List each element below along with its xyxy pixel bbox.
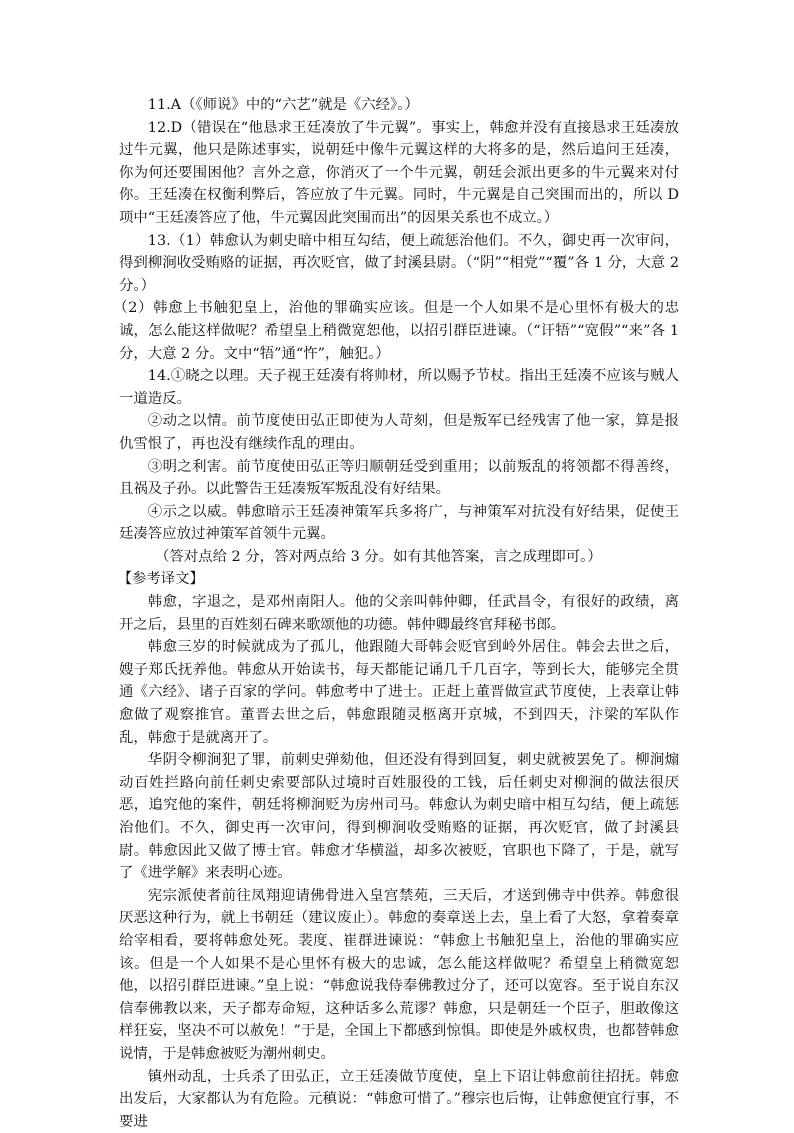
- translation-paragraph: 华阴令柳涧犯了罪，前刺史弹劾他，但还没有得到回复，刺史就被罢免了。柳涧煽动百姓拦路向前任刺史索要部队过境时百姓服役的工钱，后任刺史对柳涧的做法很厌恶，追究他的案件，朝廷将柳涧贬为房州司马。韩愈认为刺史暗中相互勾结，便上疏惩治他们。不久，御史再一次审问，得到柳涧收受贿赂的证据，再次贬官，做了封溪县尉。韩愈因此又做了博士官。韩愈才华横溢，却多次被贬，官职也下降了，于是，就写了《进学解》来表明心迹。: [119, 752, 679, 882]
- answer-12: 12.D（错误在“他恳求王廷凑放了牛元翼”。事实上，韩愈并没有直接恳求王廷凑放过牛元翼，他只是陈述事实，说朝廷中像牛元翼这样的大将多的是，然后追问王廷凑，你为何还要围困他？言外之意，你消灭了一个牛元翼，朝廷会派出更多的牛元翼来对付你。王廷凑在权衡利弊后，答应放了牛元翼。同时，牛元翼是自己突围而出的，所以 D 项中“王廷凑答应了他，牛元翼因此突围而出”的因果关系也不成立。）: [119, 119, 679, 226]
- translation-paragraph: 宪宗派使者前往凤翔迎请佛骨进入皇宫禁苑，三天后，才送到佛寺中供养。韩愈很厌恶这种行为，就上书朝廷（建议废止）。韩愈的奏章送上去，皇上看了大怒，拿着奏章给宰相看，要将韩愈处死。裴度、崔群进谏说：“韩愈上书触犯皇上，治他的罪确实应该。但是一个人如果不是心里怀有极大的忠诚，怎么能这样做呢？希望皇上稍微宽恕他，以招引群臣进谏。”皇上说：“韩愈说我侍奉佛教过分了，还可以宽容。至于说自东汉信奉佛教以来，天子都寿命短，这种话多么荒谬？韩愈，只是朝廷一个臣子，胆敢像这样狂妄，坚决不可以赦免！”于是，全国上下都感到惊惧。即使是外戚权贵，也都替韩愈说情，于是韩愈被贬为潮州刺史。: [119, 887, 679, 1062]
- answer-14-point-2: ②动之以情。前节度使田弘正即使为人苛刻，但是叛军已经残害了他一家，算是报仇雪恨了，再也没有继续作乱的理由。: [119, 413, 679, 452]
- answer-13-part-1: 13.（1）韩愈认为刺史暗中相互勾结，便上疏惩治他们。不久，御史再一次审问，得到柳涧收受贿赂的证据，再次贬官，做了封溪县尉。（“阴”“相党”“覆”各 1 分，大意 2 分。）: [119, 232, 679, 294]
- answer-14-point-4: ④示之以威。韩愈暗示王廷凑神策军兵多将广，与神策军对抗没有好结果，促使王廷凑答应放过神策军首领牛元翼。: [119, 503, 679, 543]
- document-page: [113, 94, 679, 1133]
- answer-14-point-3: ③明之利害。前节度使田弘正等归顺朝廷受到重用；以前叛乱的将领都不得善终，且祸及子孙。以此警告王廷凑叛军叛乱没有好结果。: [119, 458, 679, 498]
- answer-13-part-2: （2）韩愈上书触犯皇上，治他的罪确实应该。但是一个人如果不是心里怀有极大的忠诚，怎么能这样做呢？希望皇上稍微宽恕他，以招引群臣进谏。（“讦牾”“宽假”“来”各 1 分，大意 2 分。文中“牾”通“忤”，触犯。）: [113, 300, 679, 362]
- translation-paragraph: 韩愈，字退之，是邓州南阳人。他的父亲叫韩仲卿，任武昌令，有很好的政绩，离开之后，县里的百姓刻石碑来歌颂他的功德。韩仲卿最终官拜秘书郎。: [119, 594, 679, 633]
- translation-paragraph: 韩愈三岁的时候就成为了孤儿，他跟随大哥韩会贬官到岭外居住。韩会去世之后，嫂子郑氏抚养他。韩愈从开始读书，每天都能记诵几千几百字，等到长大，能够完全贯通《六经》、诸子百家的学问。韩愈考中了进士。正赶上董晋做宣武节度使，上表章让韩愈做了观察推官。董晋去世之后，韩愈跟随灵柩离开京城，不到四天，汴梁的军队作乱，韩愈于是就离开了。: [119, 639, 679, 746]
- translation-heading: 【参考译文】: [117, 571, 204, 588]
- scoring-note: （答对点给 2 分，答对两点给 3 分。如有其他答案，言之成理即可。）: [155, 548, 602, 565]
- translation-paragraph: 镇州动乱，士兵杀了田弘正，立王廷凑做节度使，皇上下诏让韩愈前往招抚。韩愈出发后，大家都认为有危险。元稹说：“韩愈可惜了。”穆宗也后悔，让韩愈便宜行事，不要进: [119, 1068, 679, 1130]
- answer-11: 11.A（《师说》中的“六艺”就是《六经》。）: [147, 97, 419, 113]
- answer-14-point-1: 14.①晓之以理。天子视王廷凑有将帅材，所以赐予节杖。指出王廷凑不应该与贼人一道造反。: [119, 368, 679, 407]
